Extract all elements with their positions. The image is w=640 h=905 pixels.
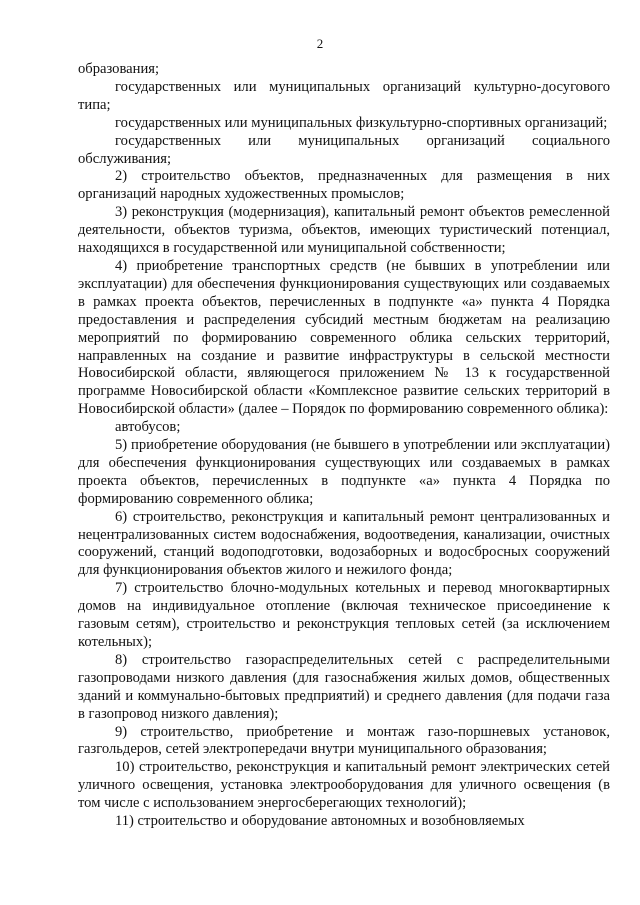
document-body (78, 61, 610, 831)
paragraph-social-service-orgs: государственных или муниципальных организаций социального обслуживания; (78, 132, 610, 167)
paragraph-item-3: 3) реконструкция (модернизация), капитальный ремонт объектов ремесленной деятельности, объектов туризма, объектов, имеющих туристический потенциал, находящихся в государственной или муниципальной собственности; (78, 204, 610, 257)
paragraph-cultural-leisure-orgs: государственных или муниципальных организаций культурно-досугового типа; (78, 78, 610, 113)
paragraph-buses: автобусов; (115, 419, 181, 436)
page-number: 2 (316, 36, 324, 51)
paragraph-item-8: 8) строительство газораспределительных сетей с распределительными газопроводами низкого давления (для газоснабжения жилых домов, общественных зданий и коммунально-бытовых предприятий) и среднего давления (для подачи газа в газопровод низкого давления); (78, 651, 610, 722)
paragraph-item-6: 6) строительство, реконструкция и капитальный ремонт централизованных и нецентрализованных систем водоснабжения, водоотведения, канализации, очистных сооружений, станций водоподготовки, водозаборных и водосбросных сооружений для функционирования объектов жилого и нежилого фонда; (78, 508, 610, 579)
paragraph-continuation: образования; (78, 61, 160, 77)
paragraph-item-4: 4) приобретение транспортных средств (не бывших в употреблении или эксплуатации) для обеспечения функционирования существующих или создаваемых в рамках проекта объектов, перечисленных в подпункте «а» пункта 4 Порядка предоставления и распределения субсидий местным бюджетам на реализацию мероприятий по формированию современного облика сельских территорий, направленных на создание и развитие инфраструктуры в сельской местности Новосибирской области, являющегося приложением № 13 к государственной программе Новосибирской области «Комплексное развитие сельских территорий в Новосибирской области» (далее – Порядок по формированию современного облика): (78, 257, 610, 418)
paragraph-item-7: 7) строительство блочно-модульных котельных и перевод многоквартирных домов на индивидуальное отопление (включая техническое присоединение к газовым сетям), строительство и реконструкция тепловых сетей (за исключением котельных); (78, 580, 610, 650)
paragraph-item-11: 11) строительство и оборудование автономных и возобновляемых (115, 813, 525, 830)
paragraph-item-9: 9) строительство, приобретение и монтаж газо-поршневых установок, газгольдеров, сетей электропередачи внутри муниципального образования; (78, 723, 610, 758)
paragraph-item-10: 10) строительство, реконструкция и капитальный ремонт электрических сетей уличного освещения, установка электрооборудования для уличного освещения (в том числе с использованием энергосберегающих технологий); (78, 759, 610, 812)
paragraph-sports-orgs: государственных или муниципальных физкультурно-спортивных организаций; (115, 114, 608, 131)
paragraph-item-2: 2) строительство объектов, предназначенных для размещения в них организаций народных художественных промыслов; (78, 168, 610, 203)
paragraph-item-5: 5) приобретение оборудования (не бывшего в употреблении или эксплуатации) для обеспечения функционирования существующих или создаваемых в рамках проекта объектов, перечисленных в подпункте «а» пункта 4 Порядка по формированию современного облика; (78, 437, 610, 507)
